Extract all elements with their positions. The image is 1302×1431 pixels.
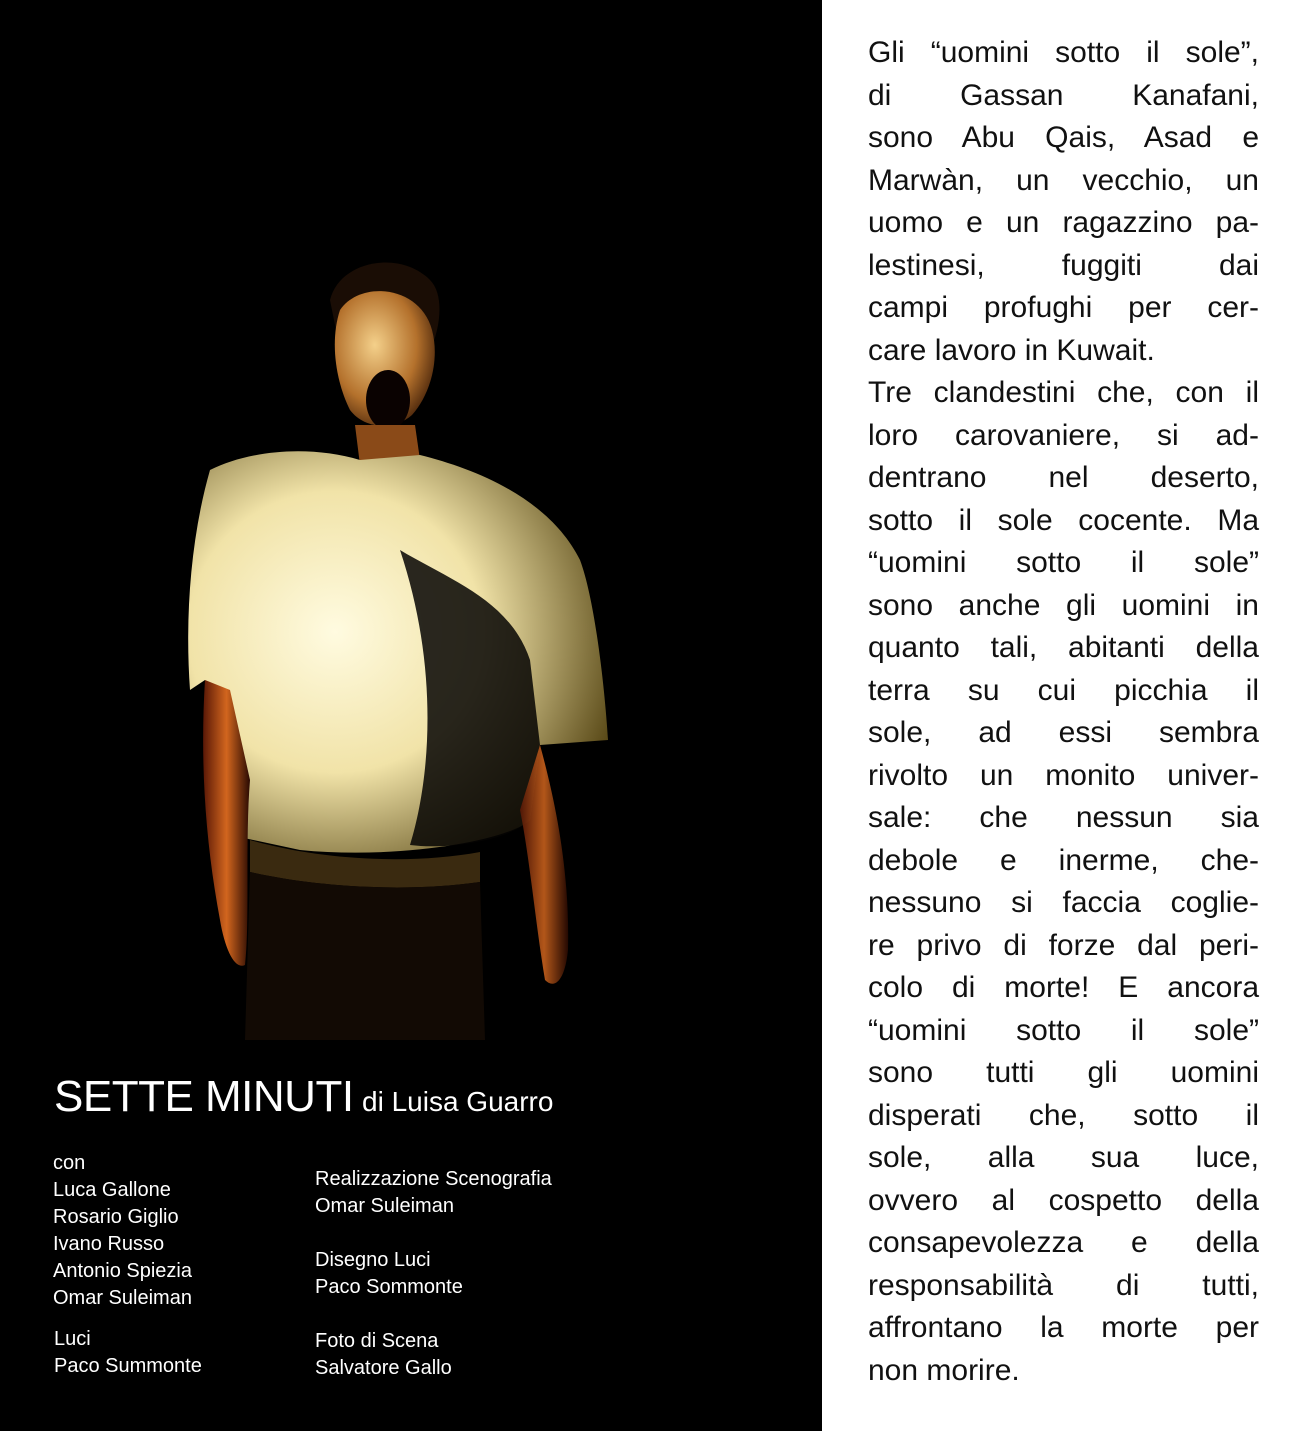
description-line: loro carovaniere, si ad- bbox=[868, 418, 1259, 452]
lighting-design-name: Paco Sommonte bbox=[315, 1276, 463, 1298]
description-line: sotto il sole cocente. Ma bbox=[868, 503, 1259, 537]
description-line: lestinesi, fuggiti dai bbox=[868, 248, 1259, 282]
description-line: ovvero al cospetto della bbox=[868, 1183, 1259, 1217]
description-line: sono tutti gli uomini bbox=[868, 1056, 1259, 1089]
description-line: affrontano la morte per bbox=[868, 1311, 1259, 1344]
lighting-design-credits bbox=[315, 1247, 463, 1301]
cast-label: con bbox=[53, 1152, 86, 1174]
description-line: sole, alla sua luce, bbox=[868, 1141, 1259, 1174]
cast-member: Luca Gallone bbox=[53, 1179, 171, 1201]
description-line: sono Abu Qais, Asad e bbox=[868, 121, 1259, 154]
poster-title-line bbox=[54, 1072, 553, 1122]
description-line: campi profughi per cer- bbox=[868, 291, 1259, 324]
description-line: nessuno si faccia coglie- bbox=[868, 886, 1259, 919]
lights-name: Paco Summonte bbox=[54, 1355, 202, 1377]
description-line: di Gassan Kanafani, bbox=[868, 78, 1259, 112]
photo-name: Salvatore Gallo bbox=[315, 1357, 452, 1379]
description-line: rivolto un monito univer- bbox=[868, 758, 1259, 792]
description-line: Tre clandestini che, con il bbox=[868, 376, 1259, 409]
set-label: Realizzazione Scenografia bbox=[315, 1168, 552, 1190]
description-line: care lavoro in Kuwait. bbox=[868, 333, 1155, 367]
description-line: quanto tali, abitanti della bbox=[868, 631, 1259, 664]
cast-member: Antonio Spiezia bbox=[53, 1260, 192, 1282]
description-line: Marwàn, un vecchio, un bbox=[868, 163, 1259, 197]
description-line: “uomini sotto il sole” bbox=[868, 546, 1259, 579]
description-line: re privo di forze dal peri- bbox=[868, 928, 1259, 962]
cast-member: Omar Suleiman bbox=[53, 1287, 192, 1309]
cast-member: Rosario Giglio bbox=[53, 1206, 179, 1228]
poster-author: di Luisa Guarro bbox=[362, 1086, 554, 1117]
description-line: sole, ad essi sembra bbox=[868, 716, 1259, 749]
set-name: Omar Suleiman bbox=[315, 1195, 454, 1217]
lighting-design-label: Disegno Luci bbox=[315, 1249, 431, 1271]
description-line: disperati che, sotto il bbox=[868, 1098, 1259, 1132]
description-line: terra su cui picchia il bbox=[868, 673, 1259, 707]
photo-label: Foto di Scena bbox=[315, 1330, 439, 1352]
set-credits bbox=[315, 1166, 552, 1220]
cast-credits bbox=[53, 1150, 192, 1312]
description-line: colo di morte! E ancora bbox=[868, 971, 1259, 1004]
description-line: sale: che nessun sia bbox=[868, 801, 1259, 834]
description-line: “uomini sotto il sole” bbox=[868, 1013, 1259, 1047]
photo-credits bbox=[315, 1328, 452, 1382]
description-line: sono anche gli uomini in bbox=[868, 588, 1259, 622]
description-line: debole e inerme, che- bbox=[868, 843, 1259, 877]
description-line: Gli “uomini sotto il sole”, bbox=[868, 36, 1259, 69]
cast-member: Ivano Russo bbox=[53, 1233, 165, 1255]
description-text bbox=[868, 32, 1259, 1392]
lights-label: Luci bbox=[54, 1328, 91, 1350]
screaming-man-photo bbox=[150, 220, 670, 1040]
description-line: non morire. bbox=[868, 1353, 1020, 1387]
poster-title: SETTE MINUTI bbox=[54, 1072, 354, 1121]
lights-credits bbox=[54, 1326, 202, 1380]
description-line: consapevolezza e della bbox=[868, 1226, 1259, 1259]
description-line: dentrano nel deserto, bbox=[868, 461, 1259, 494]
description-line: uomo e un ragazzino pa- bbox=[868, 206, 1259, 239]
description-line: responsabilità di tutti, bbox=[868, 1268, 1259, 1302]
